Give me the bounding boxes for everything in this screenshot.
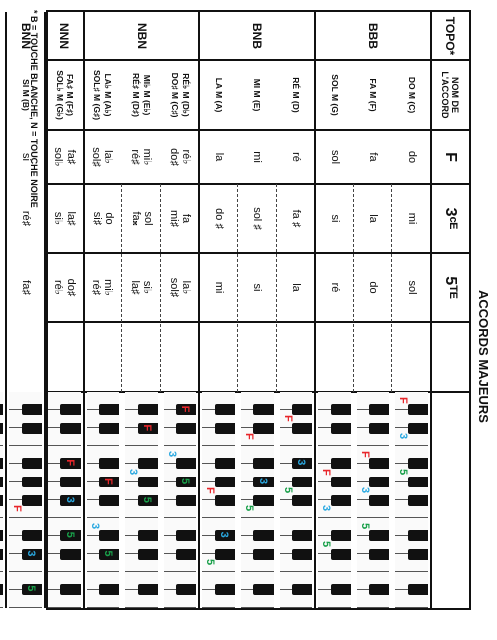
black-key	[331, 477, 351, 488]
black-key	[331, 458, 351, 469]
fifth-note-primary: fa♯	[19, 280, 32, 295]
black-key	[331, 423, 351, 434]
black-key	[215, 423, 235, 434]
note-marker-third: 3	[295, 459, 308, 466]
header-root: F	[442, 152, 459, 162]
black-key	[369, 404, 389, 415]
black-key	[60, 549, 80, 560]
piano-keyboard	[202, 392, 235, 608]
header-chord-name: NOM DE L'ACCORD	[440, 71, 460, 119]
root-note	[6, 130, 45, 184]
fifth-note-primary: mi	[212, 281, 225, 294]
black-key	[176, 584, 196, 595]
black-key	[215, 495, 235, 506]
black-key	[369, 423, 389, 434]
black-key	[176, 458, 196, 469]
third-note	[122, 184, 161, 253]
piano-keyboard	[87, 392, 120, 608]
black-key	[60, 404, 80, 415]
note-marker-fifth: 5	[281, 487, 294, 494]
piano-keyboard	[48, 392, 81, 608]
header-fifth: 5ᵀᴱ	[442, 276, 459, 299]
topo-label: NBN	[134, 23, 149, 49]
black-key	[369, 549, 389, 560]
root-note-primary: la	[212, 152, 225, 162]
third-note-primary: la	[367, 214, 380, 223]
black-key	[215, 404, 235, 415]
black-key	[292, 477, 312, 488]
chord-name	[122, 60, 161, 130]
root-note-alt: ré♯	[129, 149, 142, 165]
black-key	[331, 404, 351, 415]
piano-keyboard	[318, 392, 351, 608]
black-key	[60, 477, 80, 488]
third-note-primary: sol ♯	[251, 207, 264, 230]
note-marker-fifth: 5	[140, 496, 153, 503]
root-note	[315, 130, 354, 184]
chord-name-primary: FA M (F)	[368, 78, 379, 112]
fifth-note	[0, 253, 6, 322]
fifth-note	[122, 253, 161, 322]
note-marker-fundamental: F	[358, 451, 371, 458]
black-key	[176, 423, 196, 434]
black-key	[0, 404, 3, 415]
black-key	[369, 458, 389, 469]
topo-label: BNN	[18, 23, 33, 49]
black-key	[215, 584, 235, 595]
root-note-primary: sol	[328, 149, 341, 165]
piano-keyboard	[395, 392, 428, 608]
root-note	[161, 130, 200, 184]
black-key	[0, 423, 3, 434]
chord-name-primary: RÉ M (D)	[290, 77, 301, 113]
black-key	[138, 584, 158, 595]
third-note	[161, 184, 200, 253]
third-note-primary: mi	[405, 212, 418, 225]
black-key	[408, 495, 428, 506]
chord-name	[6, 60, 45, 130]
note-marker-fundamental: F	[204, 487, 217, 494]
piano-keyboard	[164, 392, 197, 608]
root-note-primary: fa♯	[64, 149, 77, 165]
root-note-alt: do♯	[167, 148, 180, 166]
third-note-primary: si	[328, 214, 341, 223]
black-key	[331, 530, 351, 541]
note-marker-third: 3	[397, 433, 410, 440]
note-marker-fifth: 5	[397, 469, 410, 476]
fifth-note-primary: do♯	[64, 278, 77, 297]
black-key	[369, 495, 389, 506]
third-note	[45, 184, 84, 253]
black-key	[99, 423, 119, 434]
fifth-note-primary: la♭	[179, 280, 192, 295]
third-note-alt: mi♯	[168, 209, 181, 228]
black-key	[176, 495, 196, 506]
root-note-primary: mi	[251, 151, 264, 163]
black-key	[0, 477, 3, 488]
fifth-note-primary: mi♭	[102, 279, 115, 296]
chord-name-primary: RÉ♭ M (D♭)	[180, 73, 191, 117]
third-note-primary: ré♯	[19, 210, 32, 227]
note-marker-fundamental: F	[281, 415, 294, 422]
third-note	[354, 184, 393, 253]
chord-name-primary: LA♭ M (A♭)	[103, 73, 114, 117]
black-key	[292, 423, 312, 434]
black-key	[0, 530, 3, 541]
black-key	[331, 584, 351, 595]
chord-name-primary: SI M (B)	[20, 79, 31, 111]
root-note	[0, 130, 6, 184]
fifth-note-primary: si	[251, 283, 264, 292]
black-key	[60, 423, 80, 434]
black-key	[292, 495, 312, 506]
chord-name-alt: RÉ♯ M (D♯)	[131, 73, 142, 117]
piano-keyboard	[241, 392, 274, 608]
fifth-note	[277, 253, 316, 322]
chord-name-alt: SOL♯ M (G♯)	[92, 69, 103, 121]
root-note-primary: ré♭	[179, 149, 192, 165]
note-marker-fundamental: F	[140, 424, 153, 432]
header-third: 3ᶜᴱ	[442, 207, 459, 230]
topo-label: NNN	[57, 23, 72, 49]
note-marker-fundamental: F	[63, 459, 76, 466]
black-key	[22, 423, 42, 434]
chord-name-primary: SOL M (G)	[329, 74, 340, 116]
third-note	[84, 184, 123, 253]
black-key	[99, 584, 119, 595]
root-note	[122, 130, 161, 184]
black-key	[331, 495, 351, 506]
black-key	[0, 458, 3, 469]
black-key	[215, 458, 235, 469]
third-note	[315, 184, 354, 253]
note-marker-third: 3	[127, 469, 140, 476]
black-key	[369, 530, 389, 541]
root-note	[238, 130, 277, 184]
root-note-primary: do	[405, 150, 418, 164]
third-note-primary: fa ♯	[289, 209, 302, 228]
black-key	[331, 549, 351, 560]
root-note-primary: ré	[289, 152, 302, 162]
note-marker-fifth: 5	[102, 550, 115, 557]
black-key	[22, 404, 42, 415]
third-note-primary: fa	[180, 213, 193, 224]
note-marker-third: 3	[358, 487, 371, 494]
footnote: * B = TOUCHE BLANCHE, N = TOUCHE NOIRE	[29, 10, 39, 208]
black-key	[408, 549, 428, 560]
chord-name	[354, 60, 393, 130]
fifth-note-alt: la♯	[129, 280, 142, 295]
page-title: ACCORDS MAJEURS	[476, 290, 491, 423]
black-key	[138, 404, 158, 415]
note-marker-fundamental: F	[11, 505, 24, 512]
note-marker-fifth: 5	[179, 478, 192, 485]
chord-name	[45, 60, 84, 130]
fifth-note-alt: ré♭	[51, 280, 64, 295]
black-key	[215, 477, 235, 488]
root-note	[199, 130, 238, 184]
piano-keyboard	[125, 392, 158, 608]
third-note-primary: la♯	[64, 211, 77, 226]
black-key	[408, 477, 428, 488]
black-key	[99, 404, 119, 415]
third-note	[199, 184, 238, 253]
black-key	[60, 584, 80, 595]
root-note-primary: mi♭	[141, 148, 154, 166]
black-key	[253, 423, 273, 434]
black-key	[176, 530, 196, 541]
root-note	[392, 130, 431, 184]
black-key	[22, 458, 42, 469]
black-key	[22, 477, 42, 488]
black-key	[408, 584, 428, 595]
note-marker-fifth: 5	[243, 505, 256, 512]
chord-name-alt: SOL♭ M (G♭)	[54, 70, 65, 120]
note-marker-third: 3	[320, 505, 333, 512]
root-note	[45, 130, 84, 184]
chord-name	[315, 60, 354, 130]
third-note	[238, 184, 277, 253]
root-note	[354, 130, 393, 184]
chord-name-primary: MI M (E)	[252, 78, 263, 112]
note-marker-fundamental: F	[179, 405, 192, 413]
black-key	[408, 458, 428, 469]
note-marker-fundamental: F	[243, 433, 256, 440]
black-key	[138, 477, 158, 488]
note-marker-third: 3	[63, 496, 76, 503]
third-note-primary: do	[102, 212, 115, 225]
third-note	[0, 184, 6, 253]
chord-name	[161, 60, 200, 130]
chord-name	[238, 60, 277, 130]
fifth-note	[45, 253, 84, 322]
root-note-primary: la♭	[102, 150, 115, 164]
black-key	[408, 404, 428, 415]
note-marker-fifth: 5	[358, 523, 371, 530]
black-key	[99, 530, 119, 541]
piano-keyboard	[9, 392, 42, 608]
chord-name	[392, 60, 431, 130]
chord-name-primary: LA M (A)	[213, 77, 224, 113]
piano-keyboard	[357, 392, 390, 608]
black-key	[253, 458, 273, 469]
black-key	[138, 530, 158, 541]
fifth-note-primary: si♭	[141, 280, 154, 295]
chord-name-primary: MI♭ M (E♭)	[142, 74, 153, 116]
fifth-note	[315, 253, 354, 322]
black-key	[0, 549, 3, 560]
fifth-note-alt: sol♯	[167, 277, 180, 298]
fifth-note-primary: la	[289, 283, 302, 292]
root-note-alt: sol♯	[90, 147, 103, 167]
root-note-alt: sol♭	[51, 147, 64, 167]
third-note-alt: si♯	[90, 211, 103, 226]
black-key	[292, 549, 312, 560]
chord-name-alt: DO♯ M (C♯)	[169, 72, 180, 118]
topo-label	[0, 12, 6, 60]
note-marker-third: 3	[256, 478, 269, 485]
black-key	[253, 584, 273, 595]
fifth-note	[392, 253, 431, 322]
note-marker-fundamental: F	[397, 397, 410, 404]
note-marker-fifth: 5	[204, 559, 217, 566]
chord-name-primary: DO M (C)	[406, 76, 417, 114]
third-note-primary: do ♯	[212, 208, 225, 229]
piano-keyboard	[280, 392, 313, 608]
black-key	[408, 423, 428, 434]
piano-keyboard	[0, 392, 3, 608]
fifth-note	[6, 253, 45, 322]
note-marker-fundamental: F	[320, 469, 333, 476]
fifth-note	[199, 253, 238, 322]
root-note	[277, 130, 316, 184]
note-marker-third: 3	[88, 523, 101, 530]
topo-label: BNB	[250, 23, 265, 49]
third-note	[392, 184, 431, 253]
note-marker-fifth: 5	[320, 541, 333, 548]
third-note-alt: si♭	[51, 211, 64, 226]
black-key	[99, 495, 119, 506]
note-marker-third: 3	[165, 451, 178, 458]
note-marker-fundamental: F	[102, 478, 115, 485]
topo-label: BBB	[366, 23, 381, 49]
black-key	[253, 404, 273, 415]
black-key	[176, 549, 196, 560]
black-key	[292, 584, 312, 595]
chord-name	[277, 60, 316, 130]
black-key	[138, 549, 158, 560]
black-key	[22, 530, 42, 541]
root-note-primary: si	[19, 153, 32, 161]
fifth-note	[161, 253, 200, 322]
chord-name	[0, 60, 6, 130]
root-note-primary: fa	[367, 152, 380, 162]
black-key	[292, 404, 312, 415]
third-note-alt: fa𝄪	[130, 211, 143, 226]
third-note	[6, 184, 45, 253]
fifth-note-alt: ré♯	[90, 279, 103, 296]
header-topo: TOPO*	[443, 16, 457, 56]
black-key	[369, 477, 389, 488]
black-key	[408, 530, 428, 541]
note-marker-third: 3	[218, 531, 230, 538]
fifth-note	[238, 253, 277, 322]
black-key	[138, 458, 158, 469]
note-marker-fifth: 5	[25, 585, 37, 592]
chord-name	[199, 60, 238, 130]
black-key	[0, 495, 3, 506]
black-key	[215, 549, 235, 560]
black-key	[292, 530, 312, 541]
black-key	[253, 549, 273, 560]
fifth-note	[84, 253, 123, 322]
fifth-note-primary: sol	[405, 280, 418, 295]
root-note	[84, 130, 123, 184]
black-key	[22, 495, 42, 506]
third-note-primary: sol	[142, 211, 155, 226]
black-key	[253, 530, 273, 541]
black-key	[253, 495, 273, 506]
black-key	[369, 584, 389, 595]
black-key	[0, 584, 3, 595]
chord-name	[84, 60, 123, 130]
note-marker-third: 3	[25, 550, 37, 557]
note-marker-fifth: 5	[63, 531, 76, 538]
fifth-note	[354, 253, 393, 322]
fifth-note-primary: ré	[328, 282, 341, 293]
chord-name-primary: FA♯ M (F♯)	[64, 73, 75, 117]
fifth-note-primary: do	[367, 281, 380, 294]
black-key	[99, 458, 119, 469]
third-note	[277, 184, 316, 253]
